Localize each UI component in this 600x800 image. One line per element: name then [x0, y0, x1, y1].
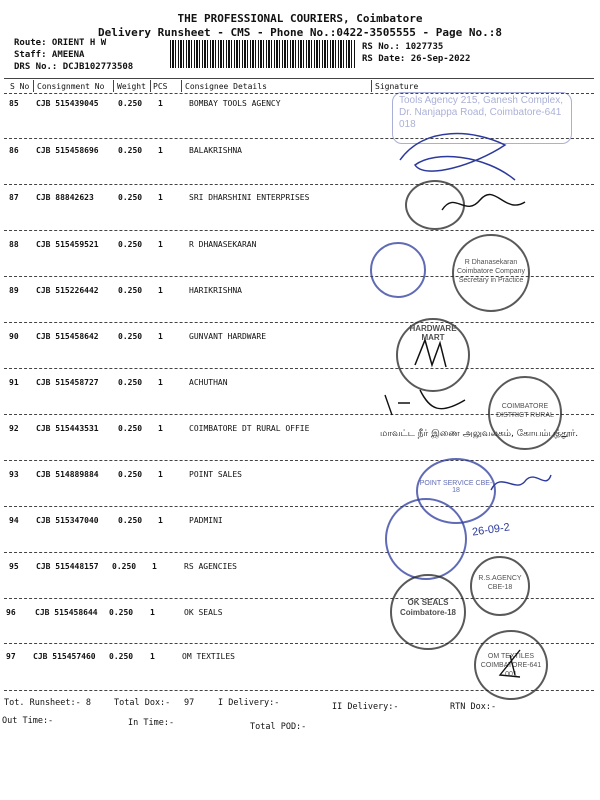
stamp-text: Tools Agency 215, Ganesh Complex, Dr. Nanjappa Road, Coimbatore-641 018 [399, 95, 563, 130]
table-top-rule [4, 78, 594, 79]
row-weight: 0.250 [118, 193, 143, 202]
row-consignee: SRI DHARSHINI ENTERPRISES [189, 193, 310, 202]
out-time: Out Time:- [2, 716, 54, 726]
round-stamp [470, 556, 530, 616]
signature-scribble [440, 190, 530, 220]
row-pcs: 1 [158, 146, 163, 155]
row-pcs: 1 [152, 562, 157, 571]
total-dox-value: 97 [184, 698, 195, 708]
row-sno: 89 [9, 286, 19, 295]
col-divider [181, 80, 182, 92]
stamp-text: COIMBATORE DISTRICT RURAL [496, 403, 554, 419]
rtn-dox: RTN Dox:- [450, 702, 497, 712]
row-weight: 0.250 [118, 332, 143, 341]
row-weight: 0.250 [109, 608, 134, 617]
stamp-text: HARDWARE MART [409, 324, 457, 342]
signature-scribble [410, 335, 450, 375]
row-rule [4, 460, 594, 461]
col-consignee: Consignee Details [185, 82, 267, 91]
in-time: In Time:- [128, 718, 175, 728]
row-consignment: CJB 515458642 [36, 332, 99, 341]
col-pcs: PCS [153, 82, 168, 91]
row-consignee: R DHANASEKARAN [189, 240, 257, 249]
row-sno: 92 [9, 424, 19, 433]
row-weight: 0.250 [118, 99, 143, 108]
col-divider [150, 80, 151, 92]
stamp-text: OK SEALS Coimbatore-18 [399, 598, 456, 617]
row-sno: 91 [9, 378, 19, 387]
row-consignment: CJB 88842623 [36, 193, 94, 202]
col-consignment: Consignment No [37, 82, 105, 91]
round-stamp [452, 234, 530, 312]
row-sno: 88 [9, 240, 19, 249]
row-weight: 0.250 [118, 378, 143, 387]
row-sno: 93 [9, 470, 19, 479]
row-consignee: BALAKRISHNA [189, 146, 242, 155]
stamp-text: R Dhanasekaran Coimbatore Company Secretary in Practice [456, 259, 526, 284]
col-divider [371, 80, 372, 92]
col-divider [33, 80, 34, 92]
signature-scribble [486, 470, 556, 500]
round-stamp [370, 242, 426, 298]
row-consignment: CJB 515443531 [36, 424, 99, 433]
row-pcs: 1 [158, 516, 163, 525]
row-consignee: RS AGENCIES [184, 562, 237, 571]
tamil-stamp-text: மாவட்ட நீர் இணை அலுவலகம், கோயம்புத்தூர். [380, 429, 579, 439]
signature-scribble [490, 645, 530, 685]
col-signature: Signature [375, 82, 419, 91]
rs-number: RS No.: 1027735 [362, 42, 444, 52]
staff-label: Staff: AMEENA [14, 50, 85, 60]
col-weight: Weight [117, 82, 146, 91]
row-pcs: 1 [158, 286, 163, 295]
handwritten-date: 26-09-2 [471, 521, 511, 539]
row-consignee: GUNVANT HARDWARE [189, 332, 267, 341]
row-consignment: CJB 515347040 [36, 516, 99, 525]
row-weight: 0.250 [118, 470, 143, 479]
col-sno: S No [10, 82, 30, 91]
signature-scribble [380, 385, 470, 420]
rs-date: RS Date: 26-Sep-2022 [362, 54, 471, 64]
row-consignee: PADMINI [189, 516, 223, 525]
signature-scribble [395, 120, 525, 195]
row-weight: 0.250 [118, 286, 143, 295]
row-consignment: CJB 515458644 [35, 608, 98, 617]
stamp-text: POINT SERVICE CBE-18 [419, 480, 493, 494]
row-consignee: HARIKRISHNA [189, 286, 242, 295]
row-weight: 0.250 [118, 146, 143, 155]
row-consignment: CJB 515459521 [36, 240, 99, 249]
i-delivery: I Delivery:- [218, 698, 280, 708]
ii-delivery: II Delivery:- [332, 702, 399, 712]
row-rule [4, 368, 594, 369]
row-sno: 85 [9, 99, 19, 108]
row-weight: 0.250 [109, 652, 134, 661]
document-subtitle: Delivery Runsheet - CMS - Phone No.:0422-3505555 - Page No.:8 [98, 26, 502, 39]
row-consignment: CJB 514889884 [36, 470, 99, 479]
route-label: Route: ORIENT H W [14, 38, 107, 48]
total-dox-label: Total Dox:- [114, 698, 171, 708]
row-sno: 94 [9, 516, 19, 525]
row-consignment: CJB 515448157 [36, 562, 99, 571]
row-pcs: 1 [158, 99, 163, 108]
barcode [170, 40, 356, 68]
row-consignment: CJB 515439045 [36, 99, 99, 108]
row-consignment: CJB 515226442 [36, 286, 99, 295]
round-stamp [390, 574, 466, 650]
row-pcs: 1 [158, 193, 163, 202]
drs-number: DRS No.: DCJB102773508 [14, 62, 134, 72]
row-weight: 0.250 [112, 562, 137, 571]
row-sno: 95 [9, 562, 19, 571]
row-sno: 87 [9, 193, 19, 202]
stamp-text: OM TEXTILES COIMBATORE-641 001 [480, 653, 542, 678]
row-weight: 0.250 [118, 424, 143, 433]
col-divider [113, 80, 114, 92]
stamp-text: R.S.AGENCY CBE-18 [478, 575, 522, 591]
row-rule [4, 230, 594, 231]
row-pcs: 1 [158, 424, 163, 433]
total-runsheet: Tot. Runsheet:- 8 [4, 698, 91, 708]
row-sno: 97 [6, 652, 16, 661]
row-rule [4, 552, 594, 553]
row-sno: 96 [6, 608, 16, 617]
row-consignee: POINT SALES [189, 470, 242, 479]
row-consignee: BOMBAY TOOLS AGENCY [189, 99, 281, 108]
row-sno: 90 [9, 332, 19, 341]
row-consignment: CJB 515457460 [33, 652, 96, 661]
row-consignee: OM TEXTILES [182, 652, 235, 661]
row-consignee: COIMBATORE DT RURAL OFFIE [189, 424, 310, 433]
row-weight: 0.250 [118, 240, 143, 249]
row-pcs: 1 [150, 608, 155, 617]
row-consignment: CJB 515458727 [36, 378, 99, 387]
table-row [0, 511, 600, 557]
row-sno: 86 [9, 146, 19, 155]
row-pcs: 1 [158, 332, 163, 341]
table-row [0, 327, 600, 373]
row-consignee: OK SEALS [184, 608, 223, 617]
row-pcs: 1 [158, 240, 163, 249]
row-rule [4, 506, 594, 507]
document-title: THE PROFESSIONAL COURIERS, Coimbatore [177, 12, 423, 25]
row-pcs: 1 [158, 470, 163, 479]
row-consignment: CJB 515458696 [36, 146, 99, 155]
row-consignee: ACHUTHAN [189, 378, 228, 387]
round-stamp [385, 498, 467, 580]
row-weight: 0.250 [118, 516, 143, 525]
row-rule [4, 322, 594, 323]
row-pcs: 1 [150, 652, 155, 661]
total-pod: Total POD:- [250, 722, 307, 732]
row-pcs: 1 [158, 378, 163, 387]
